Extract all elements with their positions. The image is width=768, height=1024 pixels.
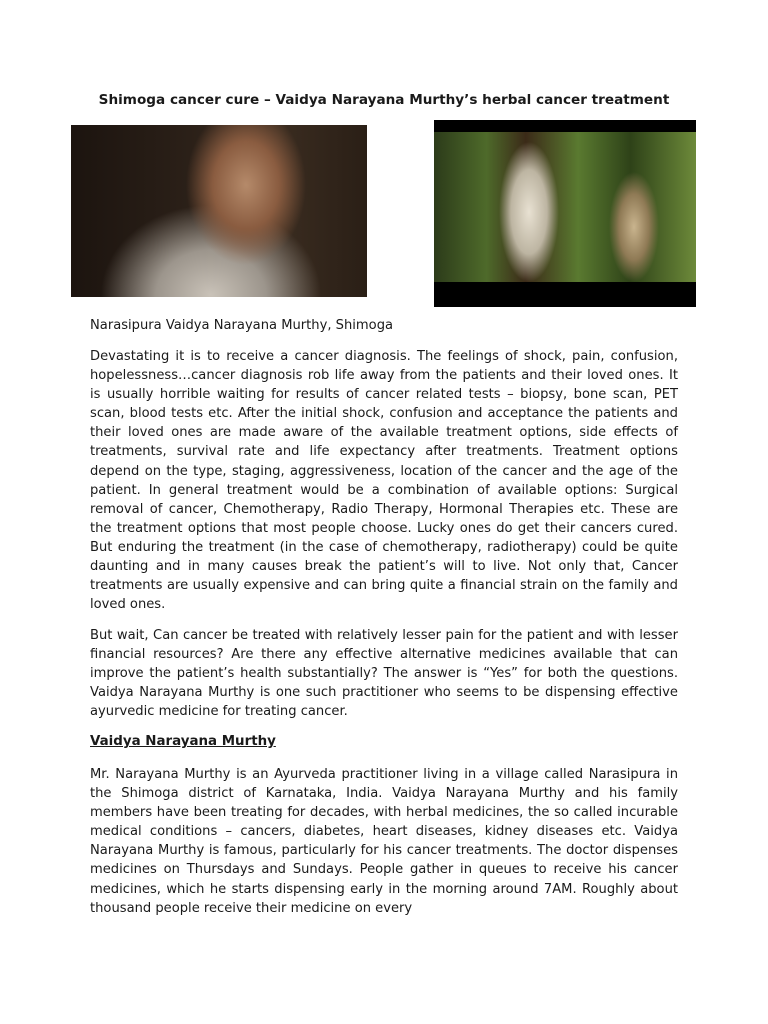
photo-caption: Narasipura Vaidya Narayana Murthy, Shimoga: [90, 318, 394, 333]
forest-photo: [434, 120, 696, 307]
paragraph-intro: Devastating it is to receive a cancer diagnosis. The feelings of shock, pain, confusion, hopelessness…cancer diagnosis rob life away from the patients and their loved ones. It is usually horrible waiting for results of cancer related tests – biopsy, bone scan, PET scan, blood tests etc. After the initial shock, confusion and acceptance the patients and their loved ones are made aware of the available treatment options, side effects of treatments, survival rate and life expectancy after treatments. Treatment options depend on the type, staging, aggressiveness, location of the cancer and the age of the patient. In general treatment would be a combination of available options: Surgical removal of cancer, Chemotherapy, Radio Therapy, Hormonal Therapies etc. These are the treatment options that most people choose. Lucky ones do get their cancers cured. But enduring the treatment (in the case of chemotherapy, radiotherapy) could be quite daunting and in many causes break the patient’s will to live. Not only that, Cancer treatments are usually expensive and can bring quite a financial strain on the family and loved ones.: [90, 349, 678, 613]
document-title: Shimoga cancer cure – Vaidya Narayana Murthy’s herbal cancer treatment: [98, 92, 670, 108]
paragraph-biography: Mr. Narayana Murthy is an Ayurveda practitioner living in a village called Narasipura in the Shimoga district of Karnataka, India. Vaidya Narayana Murthy and his family members have been treating for decades, with herbal medicines, the so called incurable medical conditions – cancers, diabetes, heart diseases, kidney diseases etc. Vaidya Narayana Murthy is famous, particularly for his cancer treatments. The doctor dispenses medicines on Thursdays and Sundays. People gather in queues to receive his cancer medicines, which he starts dispensing early in the morning around 7AM. Roughly about thousand people receive their medicine on every: [90, 767, 678, 916]
forest-scene: [434, 132, 696, 282]
paragraph-alternative: But wait, Can cancer be treated with relatively lesser pain for the patient and with lesser financial resources? Are there any effective alternative medicines available that can improve the patient’s health substantially? The answer is “Yes” for both the questions. Vaidya Narayana Murthy is one such practitioner who seems to be dispensing effective ayurvedic medicine for treating cancer.: [90, 628, 678, 720]
section-heading: Vaidya Narayana Murthy: [90, 734, 276, 749]
portrait-photo: [71, 125, 367, 297]
